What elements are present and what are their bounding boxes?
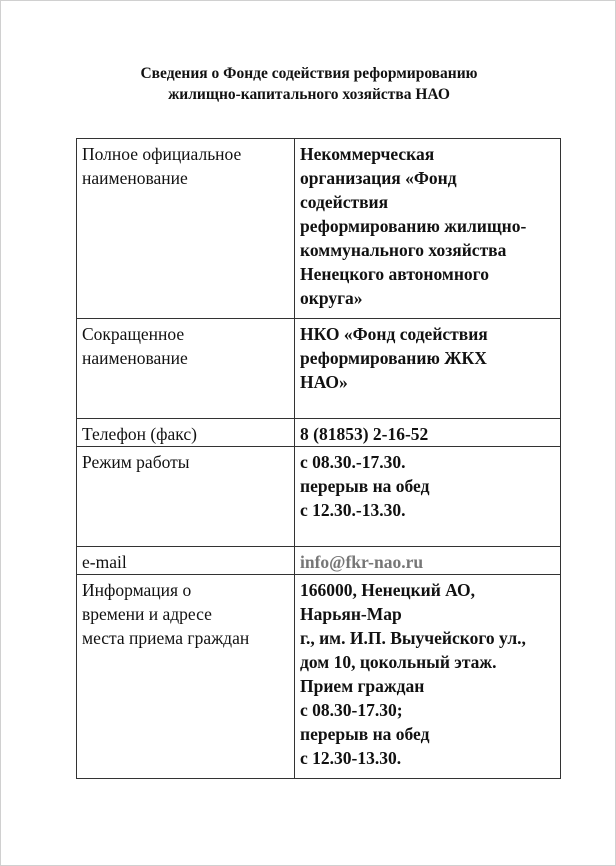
value-line: содействия [300, 192, 389, 212]
phone-value: 8 (81853) 2-16-52 [300, 424, 429, 444]
value-line: с 12.30-13.30. [300, 748, 402, 768]
label-line: Телефон (факс) [82, 424, 197, 444]
value-line: Некоммерческая [300, 144, 435, 164]
label-line: e-mail [82, 552, 127, 572]
table-row-email [77, 547, 561, 575]
label-cell [77, 547, 295, 575]
value-line: коммунального хозяйства [300, 240, 507, 260]
value-line: с 08.30.-17.30. [300, 452, 406, 472]
value-line: перерыв на обед [300, 724, 430, 744]
table-row-full-name [77, 139, 561, 319]
table-row-work-hours [77, 447, 561, 547]
label-line: времени и адресе [82, 604, 212, 624]
value-line: с 08.30-17.30; [300, 700, 403, 720]
table-row-short-name [77, 319, 561, 419]
label-line: наименование [82, 348, 188, 368]
value-line: реформированию ЖКХ [300, 348, 487, 368]
label-line: Сокращенное [82, 324, 185, 344]
label-cell [77, 575, 295, 779]
value-cell [295, 319, 561, 419]
value-cell [295, 139, 561, 319]
value-line: НКО «Фонд содействия [300, 324, 488, 344]
label-cell [77, 139, 295, 319]
info-table [76, 138, 561, 779]
label-line: места приема граждан [82, 628, 250, 648]
value-line: реформированию жилищно- [300, 216, 527, 236]
value-line: дом 10, цокольный этаж. [300, 652, 497, 672]
label-cell [77, 419, 295, 447]
value-line: г., им. И.П. Выучейского ул., [300, 628, 526, 648]
value-line: НАО» [300, 372, 348, 392]
value-cell [295, 447, 561, 547]
value-line: Прием граждан [300, 676, 425, 696]
email-link[interactable]: info@fkr-nao.ru [300, 552, 424, 572]
value-line: с 12.30.-13.30. [300, 500, 406, 520]
value-line: Ненецкого автономного [300, 264, 489, 284]
label-line: Полное официальное [82, 144, 242, 164]
value-cell [295, 575, 561, 779]
table-row-phone [77, 419, 561, 447]
label-cell [77, 447, 295, 547]
label-line: наименование [82, 168, 188, 188]
value-cell [295, 419, 561, 447]
document-title [1, 63, 616, 105]
value-line: округа» [300, 288, 363, 308]
label-line: Режим работы [82, 452, 190, 472]
title-line: жилищно-капитального хозяйства НАО [168, 86, 450, 103]
value-line: перерыв на обед [300, 476, 430, 496]
value-line: Нарьян-Мар [300, 604, 402, 624]
value-line: 166000, Ненецкий АО, [300, 580, 475, 600]
value-cell [295, 547, 561, 575]
label-line: Информация о [82, 580, 192, 600]
title-line: Сведения о Фонде содействия реформированию [140, 65, 478, 82]
label-cell [77, 319, 295, 419]
table-row-reception-info [77, 575, 561, 779]
value-line: организация «Фонд [300, 168, 457, 188]
